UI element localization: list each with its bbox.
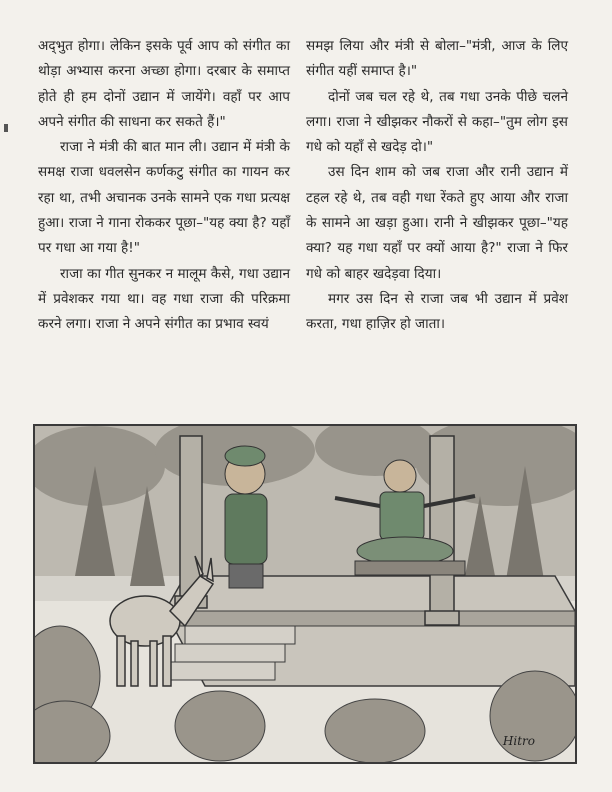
- page-edge-mark: [4, 124, 8, 132]
- right-text-column: [306, 34, 568, 338]
- paragraph: मगर उस दिन से राजा जब भी उद्यान में प्रवेश करता, गधा हाज़िर हो जाता।: [306, 290, 568, 333]
- paragraph: दोनों जब चल रहे थे, तब गधा उनके पीछे चलने लगा। राजा ने खीझकर नौकरों से कहा–"तुम लोग इस गधे को यहाँ से खदेड़ दो।": [306, 88, 568, 156]
- left-text-column: [38, 34, 290, 338]
- paragraph: राजा का गीत सुनकर न मालूम कैसे, गधा उद्यान में प्रवेशकर गया था। वह गधा राजा की परिक्रमा करने लगा। राजा ने अपने संगीत का प्रभाव स्वयं: [38, 265, 290, 333]
- garden-scene-drawing: [35, 426, 575, 762]
- paragraph: समझ लिया और मंत्री से बोला–"मंत्री, आज के लिए संगीत यहीं समाप्त है।": [306, 38, 568, 80]
- garden-illustration: [33, 424, 577, 764]
- paragraph: राजा ने मंत्री की बात मान ली। उद्यान में मंत्री के समक्ष राजा धवलसेन कर्णकटु संगीत का गायन कर रहा था, तभी अचानक उनके सामने एक गधा प्रत्यक्ष हुआ। राजा ने गाना रोककर पूछा–"यह क्या है? यहाँ पर गधा आ गया है!": [38, 139, 290, 257]
- paragraph: उस दिन शाम को जब राजा और रानी उद्यान में टहल रहे थे, तब वही गधा रेंकते हुए आया और राजा के सामने आ खड़ा हुआ। रानी ने खीझकर पूछा–"यह क्या? यह गधा यहाँ पर क्यों आया है?" राजा ने फिर गधे को बाहर खदेड़वा दिया।: [306, 164, 568, 282]
- paragraph: अद्‌भुत होगा। लेकिन इसके पूर्व आप को संगीत का थोड़ा अभ्यास करना अच्छा होगा। दरबार के समाप्त होते ही हम दोनों उद्यान में जायेंगे। वहाँ पर आप अपने संगीत की साधना कर सकते हैं।": [38, 38, 290, 130]
- artist-signature: Hitro: [502, 734, 535, 748]
- minister-figure: [225, 446, 267, 588]
